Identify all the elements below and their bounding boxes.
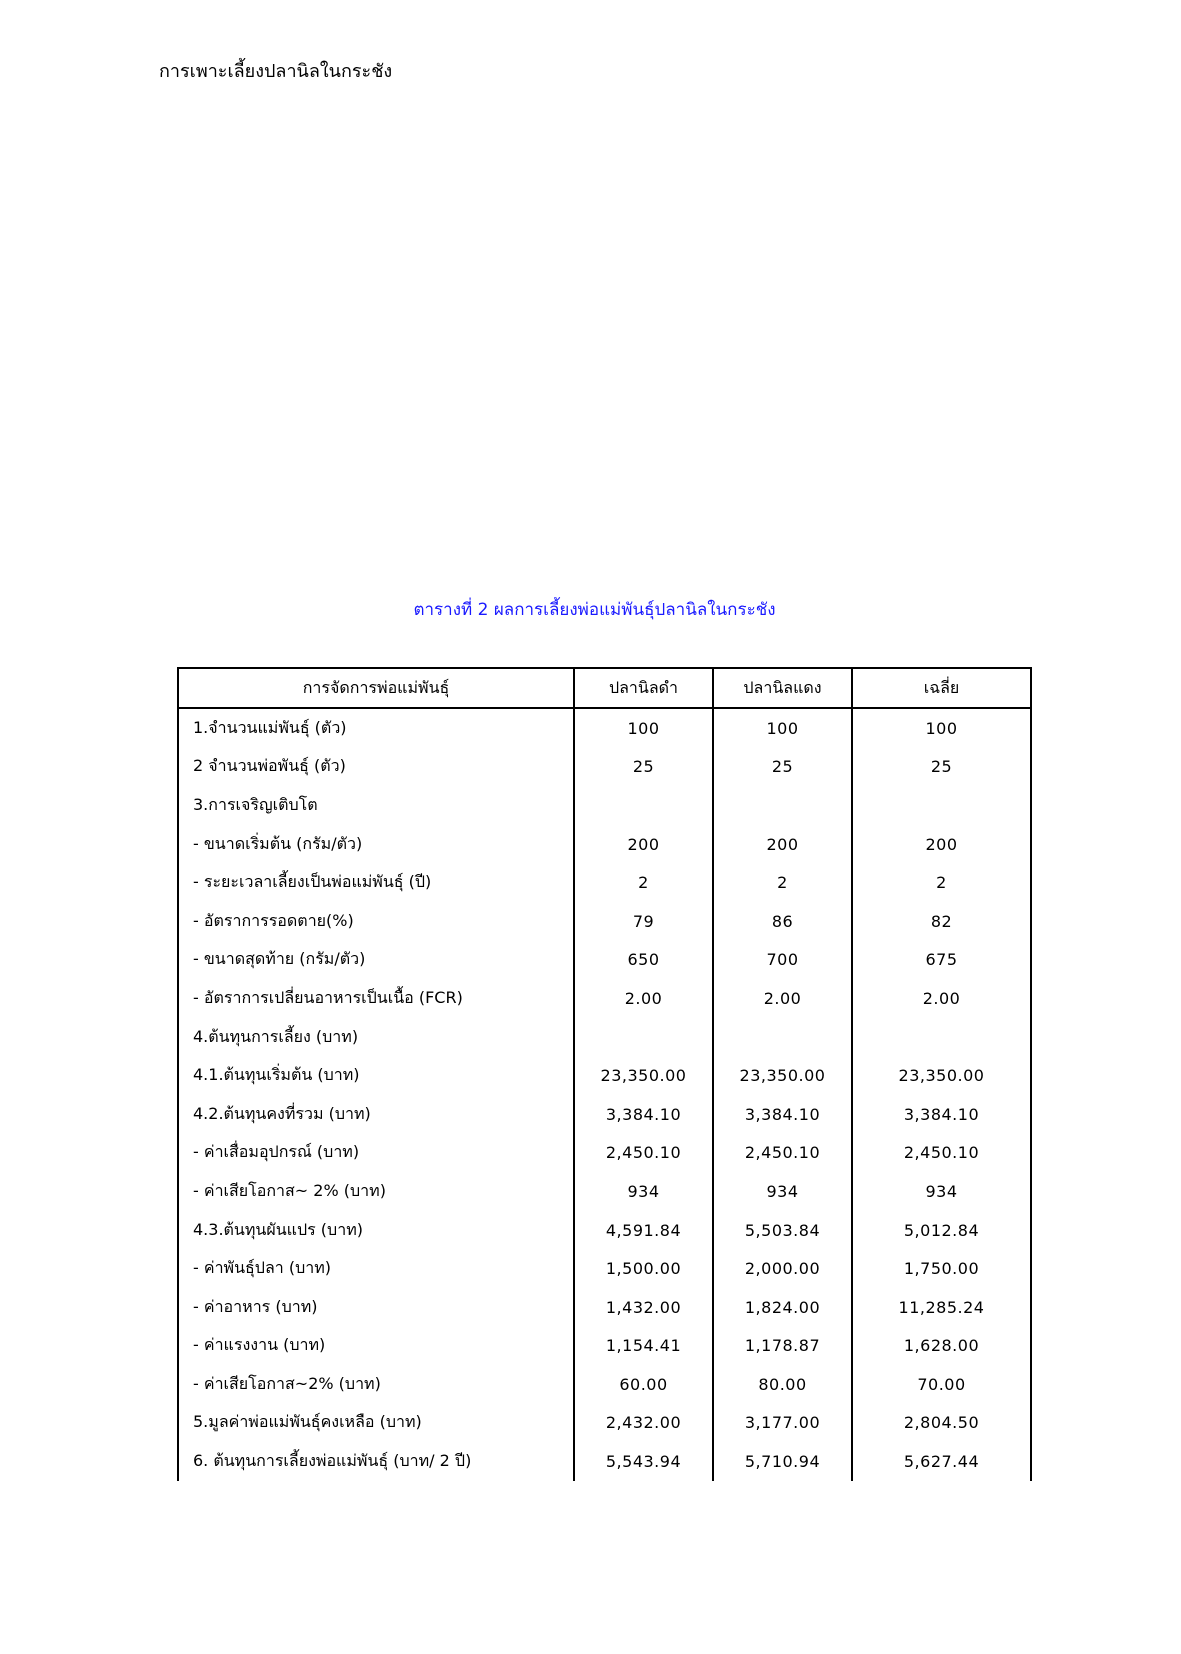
cell-average: 11,285.24	[852, 1288, 1031, 1327]
cell-label: - อัตราการรอดตาย(%)	[178, 902, 574, 941]
cell-average: 23,350.00	[852, 1056, 1031, 1095]
table-row	[178, 1249, 1031, 1288]
cell-red-tilapia: 5,710.94	[713, 1442, 852, 1481]
cell-red-tilapia: 934	[713, 1172, 852, 1211]
table-row	[178, 863, 1031, 902]
header-average: เฉลี่ย	[852, 668, 1031, 708]
cell-red-tilapia: 23,350.00	[713, 1056, 852, 1095]
table-row	[178, 708, 1031, 748]
table-row	[178, 1404, 1031, 1443]
cell-average: 25	[852, 748, 1031, 787]
cell-label: - ระยะเวลาเลี้ยงเป็นพ่อแม่พันธุ์ (ปี)	[178, 863, 574, 902]
cell-average: 675	[852, 941, 1031, 980]
table-row	[178, 941, 1031, 980]
table-header	[178, 668, 1031, 708]
cell-average: 5,627.44	[852, 1442, 1031, 1481]
cell-label: 4.ต้นทุนการเลี้ยง (บาท)	[178, 1018, 574, 1057]
cell-label: 3.การเจริญเติบโต	[178, 786, 574, 825]
cell-black-tilapia: 23,350.00	[574, 1056, 713, 1095]
header-black-tilapia: ปลานิลดำ	[574, 668, 713, 708]
cell-red-tilapia: 700	[713, 941, 852, 980]
cell-label: - ขนาดเริ่มต้น (กรัม/ตัว)	[178, 825, 574, 864]
cell-red-tilapia: 3,177.00	[713, 1404, 852, 1443]
cell-red-tilapia: 2,000.00	[713, 1249, 852, 1288]
table-row	[178, 1288, 1031, 1327]
cell-average: 1,628.00	[852, 1327, 1031, 1366]
cell-average: 100	[852, 708, 1031, 748]
cell-label: - ค่าเสียโอกาส~ 2% (บาท)	[178, 1172, 574, 1211]
cell-label: 6. ต้นทุนการเลี้ยงพ่อแม่พันธุ์ (บาท/ 2 ปี)	[178, 1442, 574, 1481]
table-row	[178, 748, 1031, 787]
table-row	[178, 825, 1031, 864]
table-row	[178, 1327, 1031, 1366]
cell-average: 200	[852, 825, 1031, 864]
cell-average: 934	[852, 1172, 1031, 1211]
table-row	[178, 1134, 1031, 1173]
table-row	[178, 902, 1031, 941]
cell-red-tilapia: 2	[713, 863, 852, 902]
cell-average: 2,450.10	[852, 1134, 1031, 1173]
cell-black-tilapia: 934	[574, 1172, 713, 1211]
cell-label: 4.1.ต้นทุนเริ่มต้น (บาท)	[178, 1056, 574, 1095]
cell-black-tilapia: 100	[574, 708, 713, 748]
cell-black-tilapia: 2,432.00	[574, 1404, 713, 1443]
cell-black-tilapia	[574, 786, 713, 825]
cell-label: - ขนาดสุดท้าย (กรัม/ตัว)	[178, 941, 574, 980]
cell-black-tilapia	[574, 1018, 713, 1057]
cell-label: 4.3.ต้นทุนผันแปร (บาท)	[178, 1211, 574, 1250]
table-caption: ตารางที่ 2 ผลการเลี้ยงพ่อแม่พันธุ์ปลานิลในกระชัง	[413, 600, 776, 620]
cell-average: 1,750.00	[852, 1249, 1031, 1288]
cell-average	[852, 1018, 1031, 1057]
cell-red-tilapia: 5,503.84	[713, 1211, 852, 1250]
cell-label: - ค่าแรงงาน (บาท)	[178, 1327, 574, 1366]
cell-label: - อัตราการเปลี่ยนอาหารเป็นเนื้อ (FCR)	[178, 979, 574, 1018]
cell-average	[852, 786, 1031, 825]
cell-black-tilapia: 650	[574, 941, 713, 980]
cell-black-tilapia: 60.00	[574, 1365, 713, 1404]
cell-red-tilapia: 200	[713, 825, 852, 864]
cell-black-tilapia: 25	[574, 748, 713, 787]
table-body	[178, 708, 1031, 1481]
cell-black-tilapia: 200	[574, 825, 713, 864]
cell-black-tilapia: 2,450.10	[574, 1134, 713, 1173]
cell-red-tilapia: 25	[713, 748, 852, 787]
cell-black-tilapia: 4,591.84	[574, 1211, 713, 1250]
cell-average: 2,804.50	[852, 1404, 1031, 1443]
header-row	[178, 668, 1031, 708]
cell-average: 2	[852, 863, 1031, 902]
cell-black-tilapia: 1,432.00	[574, 1288, 713, 1327]
cell-red-tilapia	[713, 786, 852, 825]
table-row	[178, 1172, 1031, 1211]
cell-black-tilapia: 1,154.41	[574, 1327, 713, 1366]
table-row	[178, 1018, 1031, 1057]
header-management: การจัดการพ่อแม่พันธุ์	[178, 668, 574, 708]
cell-label: 4.2.ต้นทุนคงที่รวม (บาท)	[178, 1095, 574, 1134]
cell-black-tilapia: 5,543.94	[574, 1442, 713, 1481]
broodstock-results-table	[177, 667, 1032, 1481]
cell-red-tilapia: 1,824.00	[713, 1288, 852, 1327]
cell-average: 5,012.84	[852, 1211, 1031, 1250]
cell-label: 1.จำนวนแม่พันธุ์ (ตัว)	[178, 708, 574, 748]
table-row	[178, 1211, 1031, 1250]
cell-red-tilapia	[713, 1018, 852, 1057]
table-row	[178, 1056, 1031, 1095]
running-header: การเพาะเลี้ยงปลานิลในกระชัง	[159, 61, 393, 82]
cell-red-tilapia: 86	[713, 902, 852, 941]
table-row	[178, 1095, 1031, 1134]
cell-red-tilapia: 3,384.10	[713, 1095, 852, 1134]
cell-black-tilapia: 79	[574, 902, 713, 941]
cell-average: 70.00	[852, 1365, 1031, 1404]
cell-label: - ค่าเสื่อมอุปกรณ์ (บาท)	[178, 1134, 574, 1173]
cell-label: - ค่าพันธุ์ปลา (บาท)	[178, 1249, 574, 1288]
header-red-tilapia: ปลานิลแดง	[713, 668, 852, 708]
cell-average: 2.00	[852, 979, 1031, 1018]
cell-red-tilapia: 1,178.87	[713, 1327, 852, 1366]
table-row	[178, 1365, 1031, 1404]
table-row	[178, 786, 1031, 825]
cell-black-tilapia: 2	[574, 863, 713, 902]
cell-label: - ค่าอาหาร (บาท)	[178, 1288, 574, 1327]
cell-black-tilapia: 1,500.00	[574, 1249, 713, 1288]
cell-black-tilapia: 3,384.10	[574, 1095, 713, 1134]
cell-average: 3,384.10	[852, 1095, 1031, 1134]
cell-red-tilapia: 80.00	[713, 1365, 852, 1404]
table-row	[178, 979, 1031, 1018]
cell-red-tilapia: 100	[713, 708, 852, 748]
cell-label: - ค่าเสียโอกาส~2% (บาท)	[178, 1365, 574, 1404]
cell-red-tilapia: 2.00	[713, 979, 852, 1018]
table-row	[178, 1442, 1031, 1481]
cell-black-tilapia: 2.00	[574, 979, 713, 1018]
cell-label: 2 จำนวนพ่อพันธุ์ (ตัว)	[178, 748, 574, 787]
cell-red-tilapia: 2,450.10	[713, 1134, 852, 1173]
cell-average: 82	[852, 902, 1031, 941]
cell-label: 5.มูลค่าพ่อแม่พันธุ์คงเหลือ (บาท)	[178, 1404, 574, 1443]
